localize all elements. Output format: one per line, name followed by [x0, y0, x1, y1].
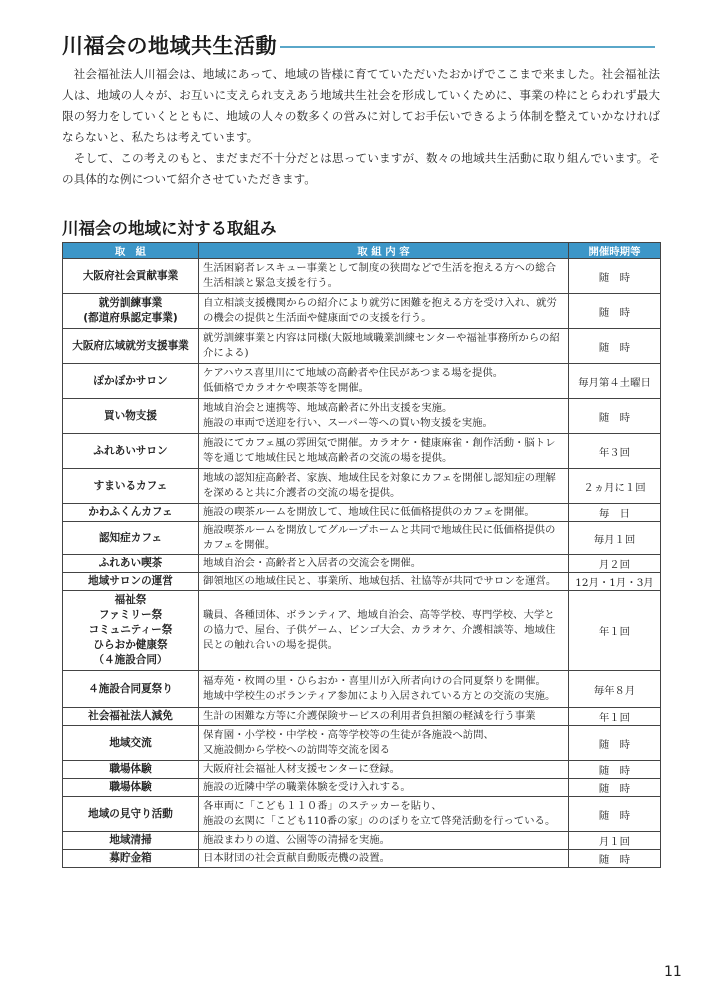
activity-content-cell: 施設喫茶ルームを開放してグループホームと共同で地域住民に低価格提供のカフェを開催。: [199, 522, 569, 555]
activity-content-cell: 日本財団の社会貢献自動販売機の設置。: [199, 850, 569, 868]
activity-name-cell: 職場体験: [63, 761, 199, 779]
activity-schedule-cell: 月２回: [569, 555, 661, 573]
activity-name-cell: かわふくんカフェ: [63, 504, 199, 522]
activity-content-cell: 自立相談支援機関からの紹介により就労に困難を抱える方を受け入れ、就労の機会の提供と生活面や健康面での支援を行う。: [199, 294, 569, 329]
activity-schedule-cell: 毎 日: [569, 504, 661, 522]
title-rule: [280, 46, 655, 48]
activity-content-cell: 生計の困難な方等に介護保険サービスの利用者負担額の軽減を行う事業: [199, 708, 569, 726]
table-body: [63, 259, 661, 868]
table-row: [63, 797, 661, 832]
activity-content-cell: 施設まわりの道、公園等の清掃を実施。: [199, 832, 569, 850]
activity-schedule-cell: 月１回: [569, 832, 661, 850]
activity-name-cell: 募貯金箱: [63, 850, 199, 868]
activity-name-cell: 大阪府広域就労支援事業: [63, 329, 199, 364]
activity-name-cell: 地域サロンの運営: [63, 573, 199, 591]
activity-content-cell: 就労訓練事業と内容は同様(大阪地域職業訓練センターや福祉事務所からの紹介による): [199, 329, 569, 364]
table-row: [63, 708, 661, 726]
activity-name-cell: 地域清掃: [63, 832, 199, 850]
table-row: [63, 364, 661, 399]
activity-schedule-cell: 随 時: [569, 761, 661, 779]
activity-name-cell: ふれあい喫茶: [63, 555, 199, 573]
activity-name-cell: 就労訓練事業 (都道府県認定事業): [63, 294, 199, 329]
table-row: [63, 469, 661, 504]
table-row: [63, 259, 661, 294]
activity-content-cell: 保育園・小学校・中学校・高等学校等の生徒が各施設へ訪問、 又施設側から学校への訪問等交流を図る: [199, 726, 569, 761]
table-row: [63, 329, 661, 364]
table-row: [63, 434, 661, 469]
activity-schedule-cell: 随 時: [569, 850, 661, 868]
table-row: [63, 399, 661, 434]
activity-name-cell: ４施設合同夏祭り: [63, 671, 199, 708]
activity-content-cell: 施設の近隣中学の職業体験を受け入れする。: [199, 779, 569, 797]
activity-content-cell: 地域自治会と連携等、地域高齢者に外出支援を実施。 施設の車両で送迎を行い、スーパー等への買い物支援を実施。: [199, 399, 569, 434]
activity-schedule-cell: 随 時: [569, 259, 661, 294]
table-row: [63, 832, 661, 850]
intro-text: [62, 64, 660, 190]
title-row: [62, 30, 662, 62]
header-schedule: 開催時期等: [569, 243, 661, 259]
table-row: [63, 555, 661, 573]
page-number: 11: [664, 964, 682, 980]
activity-content-cell: 施設の喫茶ルームを開放して、地域住民に低価格提供のカフェを開催。: [199, 504, 569, 522]
activity-schedule-cell: 毎月第４土曜日: [569, 364, 661, 399]
table-header-row: [63, 243, 661, 259]
activity-name-cell: すまいるカフェ: [63, 469, 199, 504]
activity-content-cell: 大阪府社会福祉人材支援センターに登録。: [199, 761, 569, 779]
activity-name-cell: 大阪府社会貢献事業: [63, 259, 199, 294]
activities-table: [62, 242, 661, 868]
activity-content-cell: 福寿苑・枚岡の里・ひらおか・喜里川が入所者向けの合同夏祭りを開催。 地域中学校生のボランティア参加により入居されている方との交流の実施。: [199, 671, 569, 708]
activity-content-cell: ケアハウス喜里川にて地域の高齢者や住民があつまる場を提供。 低価格でカラオケや喫茶等を開催。: [199, 364, 569, 399]
activity-schedule-cell: 随 時: [569, 399, 661, 434]
table-row: [63, 761, 661, 779]
activity-schedule-cell: 随 時: [569, 797, 661, 832]
activity-name-cell: 福祉祭 ファミリー祭 コミュニティー祭 ひらおか健康祭 （４施設合同）: [63, 591, 199, 671]
activity-name-cell: ふれあいサロン: [63, 434, 199, 469]
table-row: [63, 522, 661, 555]
activity-content-cell: 地域の認知症高齢者、家族、地域住民を対象にカフェを開催し認知症の理解を深めると共に介護者の交流の場を提供。: [199, 469, 569, 504]
activity-schedule-cell: 随 時: [569, 294, 661, 329]
activity-name-cell: 職場体験: [63, 779, 199, 797]
table-row: [63, 504, 661, 522]
activity-schedule-cell: ２ヵ月に１回: [569, 469, 661, 504]
activity-name-cell: ぽかぽかサロン: [63, 364, 199, 399]
activity-name-cell: 地域交流: [63, 726, 199, 761]
activity-schedule-cell: 毎月１回: [569, 522, 661, 555]
intro-paragraph: そして、この考えのもと、まだまだ不十分だとは思っていますが、数々の地域共生活動に取り組んでいます。その具体的な例について紹介させていただきます。: [62, 151, 660, 186]
activity-content-cell: 地域自治会・高齢者と入居者の交流会を開催。: [199, 555, 569, 573]
activity-content-cell: 生活困窮者レスキュー事業として制度の狭間などで生活を抱える方への総合生活相談と緊急支援を行う。: [199, 259, 569, 294]
table-row: [63, 591, 661, 671]
header-activity: 取 組: [63, 243, 199, 259]
activity-name-cell: 社会福祉法人減免: [63, 708, 199, 726]
activity-schedule-cell: 随 時: [569, 329, 661, 364]
activity-content-cell: 施設にてカフェ風の雰囲気で開催。カラオケ・健康麻雀・創作活動・脳トレ等を通じて地域住民と地域高齢者の交流の場を提供。: [199, 434, 569, 469]
activity-name-cell: 買い物支援: [63, 399, 199, 434]
intro-paragraph: 社会福祉法人川福会は、地域にあって、地域の皆様に育てていただいたおかげでここまで来ました。社会福祉法人は、地域の人々が、お互いに支えられ支えあう地域共生社会を形成していくために、事業の枠にとらわれず最大限の努力をしていくとともに、地域の人々の数多くの営みに対してお手伝いできるよう体制を整えていかなければならないと、私たちは考えています。: [62, 67, 660, 144]
activity-schedule-cell: 年３回: [569, 434, 661, 469]
table-row: [63, 671, 661, 708]
section-title: 川福会の地域に対する取組み: [62, 219, 277, 238]
header-content: 取 組 内 容: [199, 243, 569, 259]
activity-content-cell: 御領地区の地域住民と、事業所、地域包括、社協等が共同でサロンを運営。: [199, 573, 569, 591]
table-row: [63, 573, 661, 591]
activity-schedule-cell: 12月・1月・3月: [569, 573, 661, 591]
activity-name-cell: 認知症カフェ: [63, 522, 199, 555]
page-title: 川福会の地域共生活動: [62, 33, 277, 58]
activity-content-cell: 各車両に「こども１１０番」のステッカーを貼り、 施設の玄関に「こども110番の家」ののぼりを立て啓発活動を行っている。: [199, 797, 569, 832]
activity-name-cell: 地域の見守り活動: [63, 797, 199, 832]
activity-schedule-cell: 年１回: [569, 591, 661, 671]
activity-content-cell: 職員、各種団体、ボランティア、地域自治会、高等学校、専門学校、大学との協力で、屋台、子供ゲーム、ビンゴ大会、カラオケ、介護相談等、地域住民との触れ合いの場を提供。: [199, 591, 569, 671]
activity-schedule-cell: 随 時: [569, 779, 661, 797]
activity-schedule-cell: 毎年８月: [569, 671, 661, 708]
table-row: [63, 850, 661, 868]
table-row: [63, 726, 661, 761]
activity-schedule-cell: 年１回: [569, 708, 661, 726]
table-row: [63, 294, 661, 329]
table-row: [63, 779, 661, 797]
activity-schedule-cell: 随 時: [569, 726, 661, 761]
